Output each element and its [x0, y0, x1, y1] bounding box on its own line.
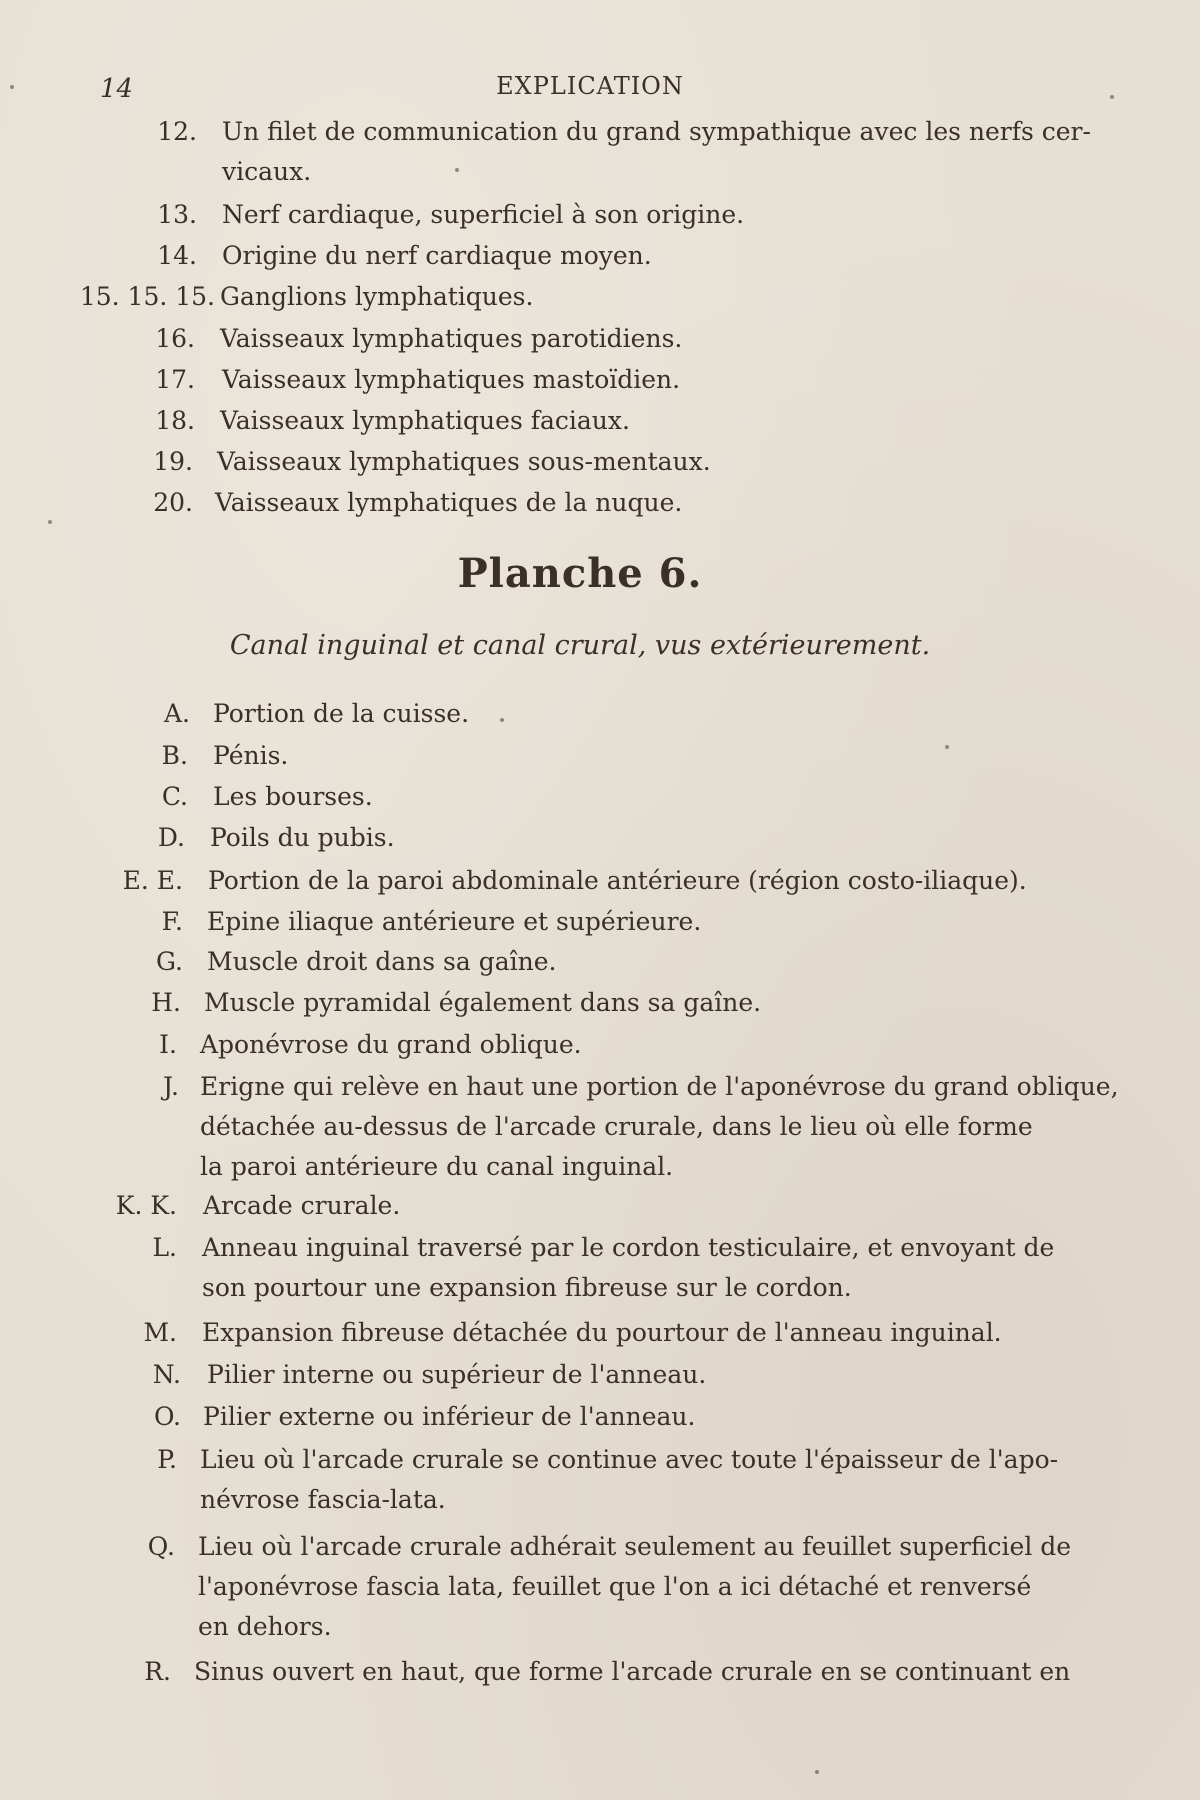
- entry-label: A.: [163, 699, 190, 728]
- entry-line: en dehors.: [198, 1612, 332, 1641]
- entry-label: I.: [159, 1030, 177, 1059]
- entry-text: [207, 942, 556, 982]
- entry-line: Vaisseaux lymphatiques sous-mentaux.: [217, 447, 711, 476]
- entry-text: [210, 818, 395, 858]
- entry-line: Vaisseaux lymphatiques de la nuque.: [215, 488, 683, 517]
- entry-label: 12.: [157, 117, 197, 146]
- paper-speck: [815, 1770, 819, 1774]
- page-number: 14: [100, 74, 134, 104]
- entry-label: J.: [162, 1072, 179, 1101]
- entry-line: la paroi antérieure du canal inguinal.: [200, 1152, 674, 1181]
- plate-title: Planche 6.: [457, 550, 703, 597]
- entry-text: [222, 112, 1091, 192]
- entry-text: [204, 983, 761, 1023]
- entry-line: Pilier externe ou inférieur de l'anneau.: [203, 1402, 696, 1431]
- entry-text: [217, 442, 711, 482]
- entry-line: Portion de la cuisse.: [213, 699, 470, 728]
- entry-line: Vaisseaux lymphatiques mastoïdien.: [222, 365, 681, 394]
- entry-label: C.: [161, 782, 188, 811]
- entry-text: [215, 483, 682, 523]
- plate-subtitle: Canal inguinal et canal crural, vus extérieurement.: [229, 630, 931, 661]
- entry-text: [213, 694, 469, 734]
- page-header: [0, 72, 1200, 112]
- entry-line: Les bourses.: [213, 782, 373, 811]
- entry-text: [213, 736, 288, 776]
- paper-speck: [500, 718, 504, 722]
- entry-line: l'aponévrose fascia lata, feuillet que l'on a ici détaché et renversé: [198, 1572, 1032, 1601]
- entry-line: Pilier interne ou supérieur de l'anneau.: [207, 1360, 707, 1389]
- paper-speck: [48, 520, 52, 524]
- entry-label: 16.: [155, 324, 195, 353]
- entry-text: [202, 1313, 1002, 1353]
- entry-line: Expansion fibreuse détachée du pourtour de l'anneau inguinal.: [202, 1318, 1002, 1347]
- running-title: EXPLICATION: [496, 72, 684, 100]
- entry-line: Vaisseaux lymphatiques parotidiens.: [220, 324, 683, 353]
- entry-line: Arcade crurale.: [203, 1191, 401, 1220]
- entry-label: Q.: [147, 1532, 175, 1561]
- entry-text: [203, 1186, 400, 1226]
- entry-label: 19.: [153, 447, 193, 476]
- entry-line: vicaux.: [222, 157, 312, 186]
- entry-text: [208, 861, 1027, 901]
- entry-label: N.: [152, 1360, 181, 1389]
- entry-text: [222, 360, 680, 400]
- entry-label: 13.: [157, 200, 197, 229]
- entry-label: R.: [144, 1657, 171, 1686]
- entry-label: G.: [155, 947, 183, 976]
- entry-text: [220, 319, 682, 359]
- entry-text: [207, 902, 701, 942]
- entry-line: Erigne qui relève en haut une portion de l'aponévrose du grand oblique,: [200, 1072, 1119, 1101]
- entry-line: Un filet de communication du grand sympathique avec les nerfs cer-: [222, 117, 1091, 146]
- entry-label: K. K.: [115, 1191, 177, 1220]
- entry-text: [207, 1355, 706, 1395]
- entry-line: Lieu où l'arcade crurale adhérait seulement au feuillet superficiel de: [198, 1532, 1072, 1561]
- entry-text: [220, 277, 533, 317]
- entry-line: Pénis.: [213, 741, 289, 770]
- paper-speck: [1110, 95, 1114, 99]
- entry-label: E. E.: [122, 866, 183, 895]
- entry-text: [213, 777, 373, 817]
- entry-line: son pourtour une expansion fibreuse sur le cordon.: [202, 1273, 852, 1302]
- entry-label: L.: [152, 1233, 177, 1262]
- entry-label: 15. 15. 15.: [79, 282, 215, 311]
- entry-line: névrose fascia-lata.: [200, 1485, 446, 1514]
- entry-line: Portion de la paroi abdominale antérieure (région costo-iliaque).: [208, 866, 1027, 895]
- entry-line: Muscle pyramidal également dans sa gaîne.: [204, 988, 762, 1017]
- entry-label: M.: [143, 1318, 177, 1347]
- entry-label: B.: [161, 741, 188, 770]
- entry-label: P.: [157, 1445, 177, 1474]
- entry-label: H.: [151, 988, 181, 1017]
- entry-line: Nerf cardiaque, superficiel à son origine.: [222, 200, 745, 229]
- entry-label: F.: [161, 907, 183, 936]
- entry-text: [203, 1397, 695, 1437]
- entry-label: 14.: [157, 241, 197, 270]
- entry-line: Origine du nerf cardiaque moyen.: [222, 241, 652, 270]
- paper-speck: [455, 168, 459, 172]
- entry-text: [200, 1440, 1058, 1520]
- entry-line: Muscle droit dans sa gaîne.: [207, 947, 557, 976]
- entry-text: [222, 236, 652, 276]
- entry-line: Poils du pubis.: [210, 823, 395, 852]
- entry-line: Anneau inguinal traversé par le cordon testiculaire, et envoyant de: [202, 1233, 1055, 1262]
- entry-text: [200, 1025, 582, 1065]
- entry-line: Ganglions lymphatiques.: [220, 282, 534, 311]
- entry-text: [194, 1652, 1070, 1692]
- entry-line: Vaisseaux lymphatiques faciaux.: [220, 406, 630, 435]
- entry-text: [200, 1067, 1119, 1187]
- entry-line: Epine iliaque antérieure et supérieure.: [207, 907, 702, 936]
- entry-text: [202, 1228, 1054, 1308]
- entry-text: [222, 195, 744, 235]
- entry-label: 17.: [155, 365, 195, 394]
- entry-label: 20.: [153, 488, 193, 517]
- entry-line: Lieu où l'arcade crurale se continue avec toute l'épaisseur de l'apo-: [200, 1445, 1059, 1474]
- paper-speck: [945, 745, 949, 749]
- paper-speck: [10, 85, 14, 89]
- entry-text: [198, 1527, 1071, 1647]
- entry-label: O.: [154, 1402, 181, 1431]
- entry-line: Sinus ouvert en haut, que forme l'arcade crurale en se continuant en: [194, 1657, 1071, 1686]
- entry-line: détachée au-dessus de l'arcade crurale, dans le lieu où elle forme: [200, 1112, 1033, 1141]
- entry-text: [220, 401, 630, 441]
- entry-label: D.: [157, 823, 185, 852]
- entry-label: 18.: [155, 406, 195, 435]
- entry-line: Aponévrose du grand oblique.: [200, 1030, 582, 1059]
